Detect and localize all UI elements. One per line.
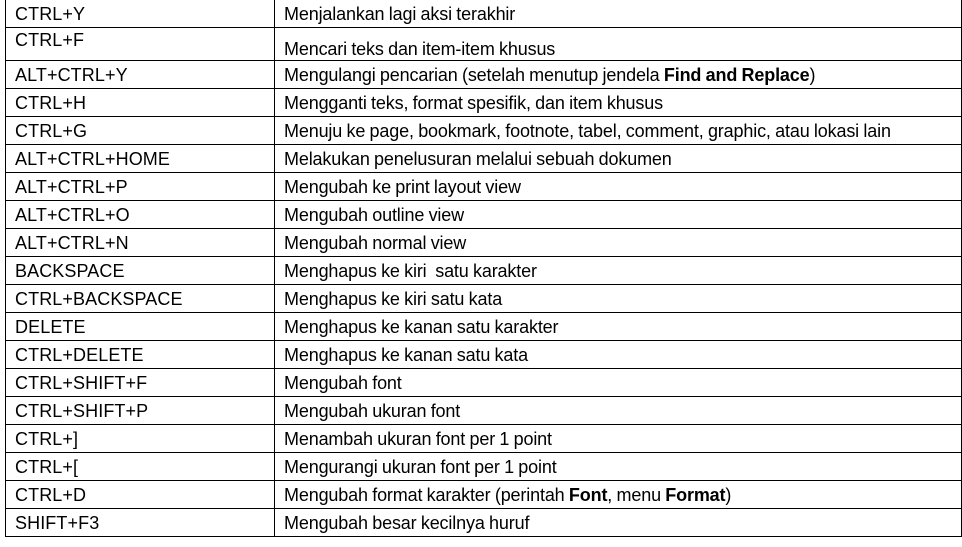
shortcut-description: [275, 61, 962, 89]
shortcut-description: Mengubah normal view: [275, 229, 962, 257]
shortcut-key: CTRL+BACKSPACE: [6, 285, 275, 313]
table-row: [6, 481, 962, 509]
shortcut-key: ALT+CTRL+O: [6, 201, 275, 229]
shortcut-description: Menjalankan lagi aksi terakhir: [275, 0, 962, 28]
shortcut-key: SHIFT+F3: [6, 509, 275, 537]
shortcut-key: CTRL+[: [6, 453, 275, 481]
description-text: ): [809, 64, 816, 85]
description-bold-text: Find and Replace: [663, 64, 810, 85]
shortcut-description: Mengubah outline view: [275, 201, 962, 229]
description-text: ): [725, 484, 732, 505]
shortcut-description: Mengganti teks, format spesifik, dan item khusus: [275, 89, 962, 117]
shortcut-key: CTRL+H: [6, 89, 275, 117]
table-row: [6, 397, 962, 425]
shortcut-key: DELETE: [6, 313, 275, 341]
shortcut-key: CTRL+Y: [6, 0, 275, 28]
shortcut-key: BACKSPACE: [6, 257, 275, 285]
shortcut-table: [5, 0, 962, 537]
table-row: [6, 61, 962, 89]
shortcut-description: Mencari teks dan item-item khusus: [275, 28, 962, 61]
shortcut-description: Mengubah besar kecilnya huruf: [275, 509, 962, 537]
table-row: [6, 453, 962, 481]
table-row: [6, 173, 962, 201]
description-text: Mengubah format karakter (perintah: [284, 484, 569, 505]
shortcut-key: CTRL+G: [6, 117, 275, 145]
table-row: [6, 509, 962, 537]
shortcut-description: Mengubah font: [275, 369, 962, 397]
shortcut-description: Menghapus ke kanan satu kata: [275, 341, 962, 369]
shortcut-key: ALT+CTRL+P: [6, 173, 275, 201]
shortcut-description: Menuju ke page, bookmark, footnote, tabel, comment, graphic, atau lokasi lain: [275, 117, 962, 145]
table-row: [6, 145, 962, 173]
shortcut-key: CTRL+D: [6, 481, 275, 509]
table-row: [6, 369, 962, 397]
shortcut-description: Mengubah ukuran font: [275, 397, 962, 425]
shortcut-description: [275, 481, 962, 509]
shortcut-key: CTRL+DELETE: [6, 341, 275, 369]
shortcut-description: Melakukan penelusuran melalui sebuah dokumen: [275, 145, 962, 173]
table-row: [6, 313, 962, 341]
table-row: [6, 425, 962, 453]
shortcut-description: Menambah ukuran font per 1 point: [275, 425, 962, 453]
description-text: Mengulangi pencarian (setelah menutup jendela: [284, 64, 664, 85]
table-row: [6, 229, 962, 257]
table-row: [6, 0, 962, 28]
shortcut-description: Menghapus ke kiri satu kata: [275, 285, 962, 313]
shortcut-key: ALT+CTRL+HOME: [6, 145, 275, 173]
description-text: , menu: [607, 484, 666, 505]
table-row: [6, 341, 962, 369]
shortcut-key: CTRL+F: [6, 28, 275, 61]
description-bold-text: Format: [665, 484, 726, 505]
table-row: [6, 285, 962, 313]
shortcut-key: ALT+CTRL+Y: [6, 61, 275, 89]
shortcut-description: Menghapus ke kiri satu karakter: [275, 257, 962, 285]
table-row: [6, 257, 962, 285]
shortcut-key: CTRL+SHIFT+F: [6, 369, 275, 397]
shortcut-description: Mengurangi ukuran font per 1 point: [275, 453, 962, 481]
shortcut-key: CTRL+]: [6, 425, 275, 453]
shortcut-description: Menghapus ke kanan satu karakter: [275, 313, 962, 341]
shortcut-key: ALT+CTRL+N: [6, 229, 275, 257]
table-row: [6, 117, 962, 145]
table-row: [6, 89, 962, 117]
table-row: [6, 201, 962, 229]
shortcut-description: Mengubah ke print layout view: [275, 173, 962, 201]
shortcut-key: CTRL+SHIFT+P: [6, 397, 275, 425]
table-row: [6, 28, 962, 61]
description-bold-text: Font: [568, 484, 608, 505]
